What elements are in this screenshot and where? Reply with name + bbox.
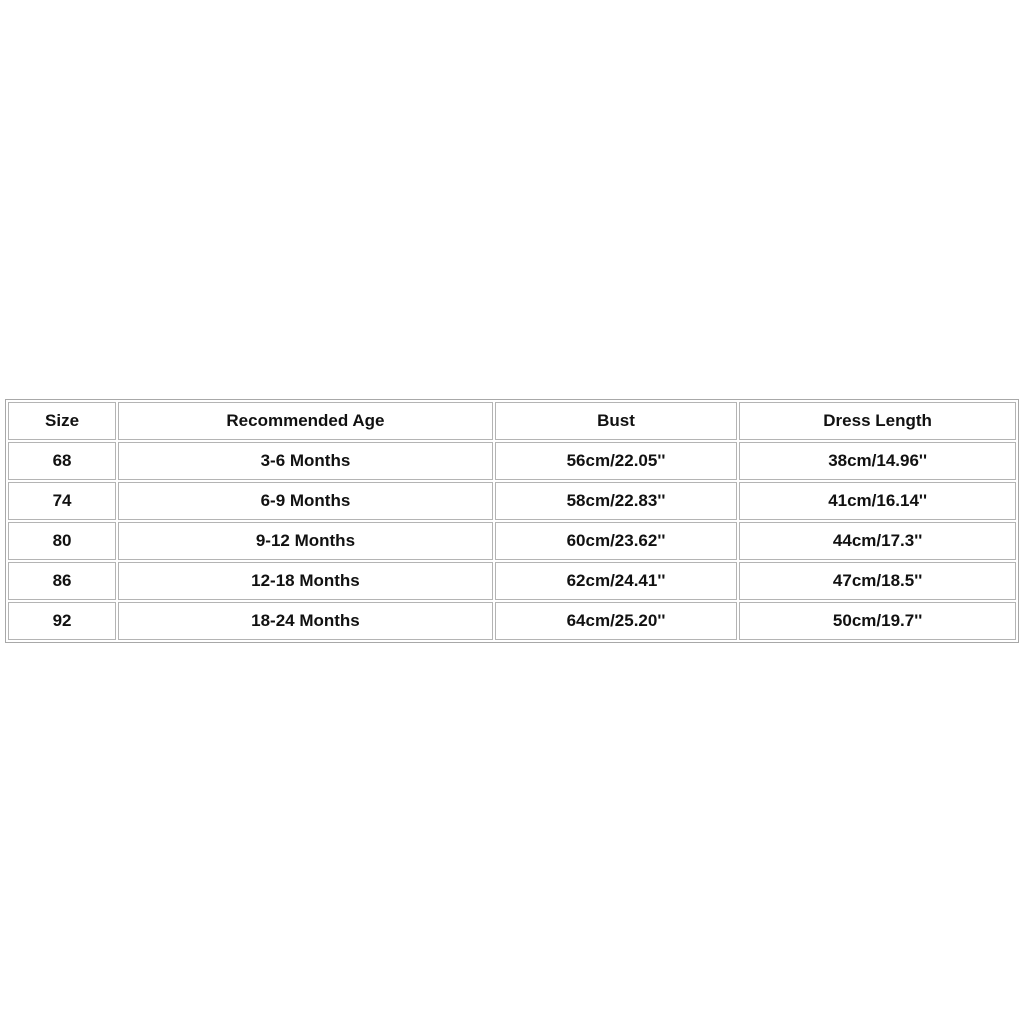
cell-recommended-age: 6-9 Months [118, 482, 493, 520]
cell-size: 68 [8, 442, 116, 480]
cell-size: 92 [8, 602, 116, 640]
cell-dress-length: 47cm/18.5'' [739, 562, 1016, 600]
cell-recommended-age: 3-6 Months [118, 442, 493, 480]
header-bust: Bust [495, 402, 737, 440]
cell-recommended-age: 12-18 Months [118, 562, 493, 600]
header-recommended-age: Recommended Age [118, 402, 493, 440]
cell-recommended-age: 9-12 Months [118, 522, 493, 560]
cell-bust: 62cm/24.41'' [495, 562, 737, 600]
table-header-row [8, 402, 1016, 440]
cell-recommended-age: 18-24 Months [118, 602, 493, 640]
table-row [8, 522, 1016, 560]
cell-size: 86 [8, 562, 116, 600]
cell-dress-length: 38cm/14.96'' [739, 442, 1016, 480]
size-chart-table [5, 399, 1019, 643]
cell-dress-length: 44cm/17.3'' [739, 522, 1016, 560]
cell-bust: 58cm/22.83'' [495, 482, 737, 520]
cell-size: 80 [8, 522, 116, 560]
cell-dress-length: 41cm/16.14'' [739, 482, 1016, 520]
table-row [8, 562, 1016, 600]
header-dress-length: Dress Length [739, 402, 1016, 440]
cell-bust: 64cm/25.20'' [495, 602, 737, 640]
cell-dress-length: 50cm/19.7'' [739, 602, 1016, 640]
cell-bust: 60cm/23.62'' [495, 522, 737, 560]
table-row [8, 482, 1016, 520]
table-row [8, 442, 1016, 480]
header-size: Size [8, 402, 116, 440]
cell-size: 74 [8, 482, 116, 520]
table-row [8, 602, 1016, 640]
cell-bust: 56cm/22.05'' [495, 442, 737, 480]
